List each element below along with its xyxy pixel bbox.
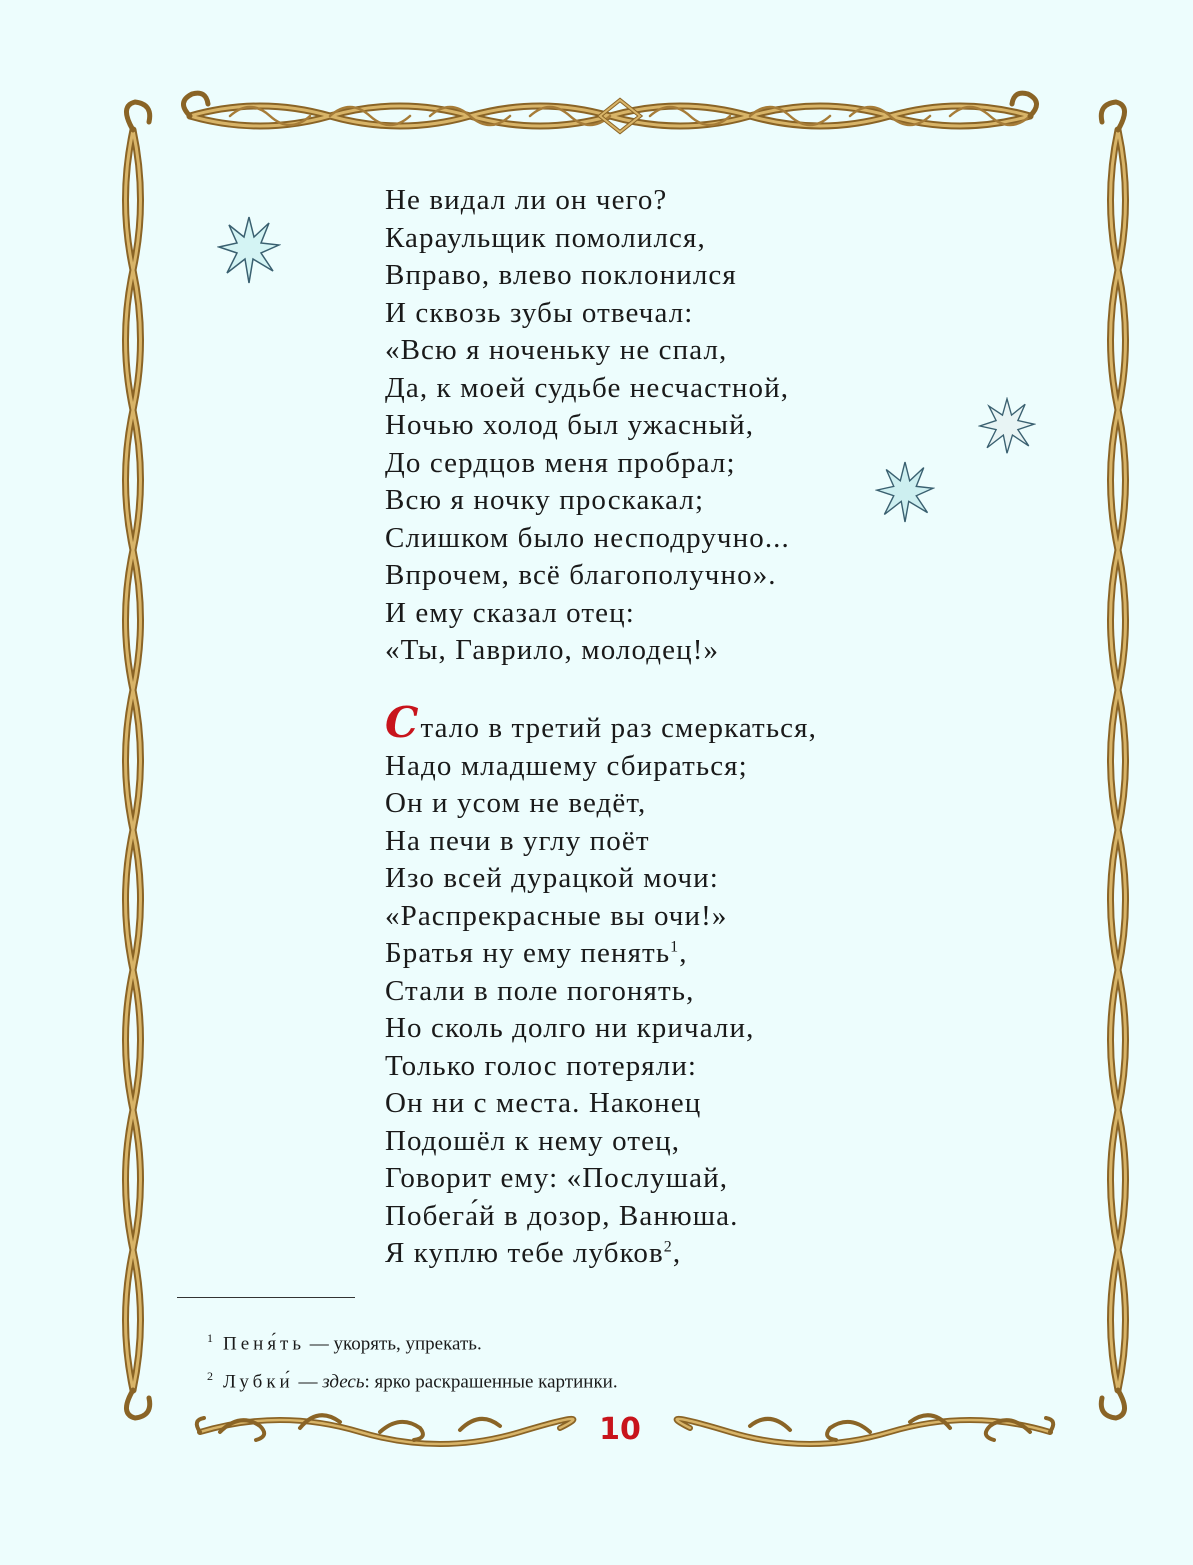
verse-line: Только голос потеряли: [385, 1049, 698, 1082]
verse-line: Не видал ли он чего? [385, 184, 668, 216]
bottom-right-scroll-ornament [677, 1415, 1054, 1444]
verse-line-with-footnote [385, 935, 817, 973]
top-border-ornament [183, 93, 1036, 132]
star-icon [217, 215, 281, 285]
verse-line: Надо младшему сбираться; [385, 749, 748, 782]
verse-line-first [385, 698, 817, 748]
bottom-left-scroll-ornament [197, 1415, 574, 1444]
footnote-text: : ярко раскрашенные картинки. [364, 1371, 618, 1393]
verse-line: И ему сказал отец: [385, 596, 635, 629]
footnote-ref[interactable]: 1 [670, 938, 680, 956]
verse-line: «Всю я ноченьку не спал, [385, 334, 728, 366]
verse-punct: , [679, 937, 688, 969]
verse-line: «Распрекрасные вы очи!» [385, 899, 728, 932]
verse-line: Да, к моей судьбе несчастной, [385, 371, 790, 404]
star-icon [978, 397, 1036, 455]
left-border-ornament [126, 102, 150, 1418]
footnote-term: Пеня́ть [223, 1333, 306, 1355]
footnote-term: Лубки́ [223, 1371, 294, 1393]
verse-line: Побега́й в дозор, Ванюша. [385, 1199, 739, 1232]
verse-line: Он и усом не ведёт, [385, 787, 647, 819]
verse-line: Стали в поле погонять, [385, 974, 695, 1007]
verse-line: Всю я ночку проскакал; [385, 484, 705, 516]
verse-line: Вправо, влево поклонился [385, 259, 737, 291]
verse-text: Я куплю тебе лубков [385, 1237, 664, 1269]
verse-text: Братья ну ему пенять [385, 937, 671, 969]
verse-line: Караульщик помолился, [385, 221, 706, 254]
verse-line: Но сколь долго ни кричали, [385, 1012, 755, 1044]
stanza-1 [385, 182, 790, 670]
verse-line: Ночью холод был ужасный, [385, 409, 755, 441]
verse-line: Он ни с места. Наконец [385, 1087, 702, 1119]
footnote [207, 1360, 618, 1398]
footnote-mark: 2 [207, 1369, 213, 1384]
verse-line-with-footnote [385, 1235, 817, 1273]
star-icon [875, 460, 935, 524]
verse-line-rest: тало в третий раз смеркаться, [420, 712, 817, 744]
page-number: 10 [599, 1412, 641, 1447]
verse-punct: , [672, 1237, 682, 1269]
footnote [207, 1322, 618, 1360]
verse-line: И сквозь зубы отвечал: [385, 296, 694, 329]
verse-line: Изо всей дурацкой мочи: [385, 862, 719, 894]
verse-line: На печи в углу поёт [385, 824, 650, 857]
verse-line: «Ты, Гаврило, молодец!» [385, 634, 720, 666]
stanza-2 [385, 698, 817, 1273]
footnote-text: — укорять, упрекать. [305, 1333, 482, 1355]
footnotes [207, 1322, 618, 1399]
right-border-ornament [1101, 102, 1125, 1418]
verse-line: До сердцов меня пробрал; [385, 446, 736, 479]
footnote-qualifier: здесь [322, 1371, 365, 1393]
verse-line: Впрочем, всё благополучно». [385, 559, 777, 591]
footnote-dash: — [293, 1371, 323, 1393]
verse-line: Говорит ему: «Послушай, [385, 1162, 729, 1194]
verse-line: Подошёл к нему отец, [385, 1124, 681, 1157]
footnote-ref[interactable]: 2 [663, 1238, 673, 1256]
footnote-divider [177, 1297, 355, 1298]
footnote-mark: 1 [207, 1331, 213, 1345]
verse-line: Слишком было несподручно... [385, 521, 790, 554]
drop-cap: С [385, 698, 420, 747]
